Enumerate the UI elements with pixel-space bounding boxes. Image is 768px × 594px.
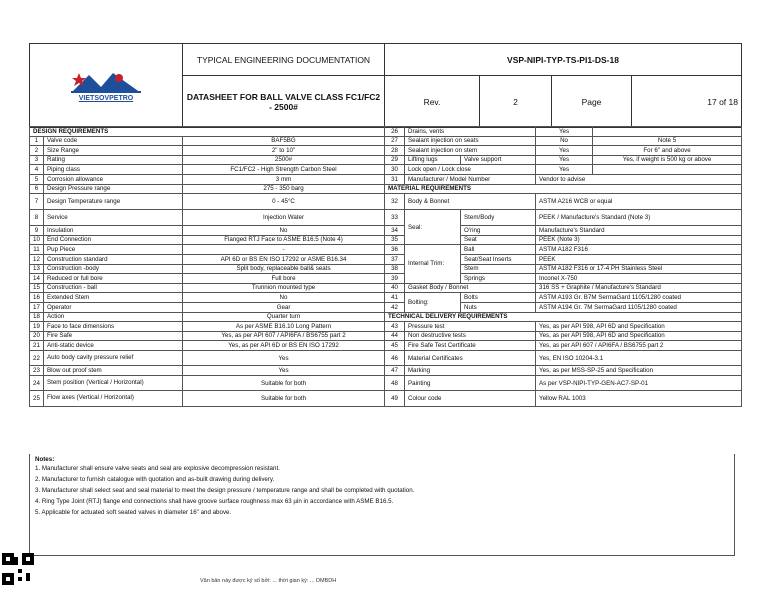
note-4: 4. Ring Type Joint (RTJ) flange end connections shall have groove surface roughness max 63 µin in accordance with ASME B16.5. [35,498,394,505]
row-value: 2500# [183,155,385,165]
table-row [30,283,742,293]
row-label: Sealant injection on stem [405,146,536,156]
row-number: 13 [30,264,44,274]
row-value: As per ASME B16.10 Long Pattern [183,322,385,332]
row-number: 34 [385,226,405,236]
row-label: Construction -body [44,264,183,274]
row-number: 28 [385,146,405,156]
table-row [30,350,742,366]
row-label: Manufacturer / Model Number [405,174,536,184]
row-number: 20 [30,331,44,341]
row-value: Inconel X-750 [536,274,742,284]
notes-block [29,454,735,556]
row-label: Material Certificates [405,350,536,366]
table-row [30,136,742,146]
row-number: 40 [385,283,405,293]
row-number: 49 [385,391,405,407]
row-number: 48 [385,375,405,391]
table-row [30,226,742,236]
row-number: 31 [385,174,405,184]
row-label: Piping class [44,165,183,175]
row-sublabel: O'ring [461,226,536,236]
row-value: Note 5 [593,136,742,146]
row-label: Body & Bonnet [405,194,536,210]
note-1: 1. Manufacturer shall ensure valve seats and seal are explosive decompression resistant. [35,465,280,472]
section-technical: TECHNICAL DELIVERY REQUIREMENTS [385,312,742,322]
company-logo [30,44,183,128]
row-value: 275 - 350 barg [183,184,385,194]
table-row [30,312,742,322]
row-number: 3 [30,155,44,165]
row-number: 26 [385,127,405,137]
row-number: 22 [30,350,44,366]
row-value [593,165,742,175]
row-value [593,127,742,137]
footer-signature: Văn bản này được ký số bởi: ... thời gian ký: ... DMBDH [200,578,337,584]
row-number: 4 [30,165,44,175]
row-label: Colour code [405,391,536,407]
row-value: Yes [536,127,593,137]
row-number: 21 [30,341,44,351]
row-number: 19 [30,322,44,332]
row-label: Painting [405,375,536,391]
row-value: BAF5BG [183,136,385,146]
group-bolting: Bolting: [405,293,461,312]
row-number: 17 [30,302,44,312]
table-row [30,184,742,194]
doc-type: TYPICAL ENGINEERING DOCUMENTATION [183,44,385,76]
row-number: 14 [30,274,44,284]
row-number: 45 [385,341,405,351]
row-label: Action [44,312,183,322]
row-label: Face to face dimensions [44,322,183,332]
row-value: ASTM A216 WCB or equal [536,194,742,210]
row-value: Yes [536,165,593,175]
table-row [30,174,742,184]
row-label: Auto body cavity pressure relief [44,350,183,366]
row-label: Reduced or full bore [44,274,183,284]
table-row [30,155,742,165]
row-number: 7 [30,194,44,210]
row-number: 6 [30,184,44,194]
row-value: API 6D or BS EN ISO 17292 or ASME B16.34 [183,254,385,264]
table-row [30,264,742,274]
row-label: Lifting lugs [405,155,461,165]
note-2: 2. Manufacturer to furnish catalogue with quotation and as-built drawing during delivery. [35,476,275,483]
row-number: 32 [385,194,405,210]
row-value: Split body, replaceable ball& seats [183,264,385,274]
row-number: 23 [30,366,44,376]
table-row [30,293,742,303]
row-value: As per VSP-NIPI-TYP-GEN-AC7-SP-01 [536,375,742,391]
row-number: 27 [385,136,405,146]
section-design: DESIGN REQUIREMENTS [30,127,385,137]
note-3: 3. Manufacturer shall select seat and seal material to meet the design pressure / temperature range and shall be completed with quotation. [35,487,415,494]
row-value: PEEK [536,254,742,264]
row-sublabel: Ball [461,245,536,255]
row-label: Construction standard [44,254,183,264]
row-label: Construction - ball [44,283,183,293]
row-number: 36 [385,245,405,255]
row-label: Anti-static device [44,341,183,351]
row-number: 35 [385,235,405,245]
row-value: Trunnion mounted type [183,283,385,293]
table-row [30,235,742,245]
row-value: Yes, EN ISO 10204-3.1 [536,350,742,366]
qr-code-icon [2,553,34,585]
row-value: ASTM A193 Gr. B7M SermaGard 1105/1280 coated [536,293,742,303]
row-label: Lock open / Lock close [405,165,536,175]
row-label: Insulation [44,226,183,236]
row-label: Fire Safe Test Certificate [405,341,536,351]
row-number: 8 [30,210,44,226]
row-value: Yes, as per API 607 / API6FA / BS6755 part 2 [183,331,385,341]
row-value: Yes [183,366,385,376]
group-seal: Seal: [405,210,461,245]
row-label: Corrosion allowance [44,174,183,184]
row-label: Extended Stem [44,293,183,303]
row-number: 41 [385,293,405,303]
row-label: Drains, vents [405,127,536,137]
row-label: Fire Safe [44,331,183,341]
row-value: Injection Water [183,210,385,226]
row-number: 24 [30,375,44,391]
row-number: 46 [385,350,405,366]
row-value: Yes, as per API 598, API 6D and Specification [536,322,742,332]
rev-label: Rev. [385,76,480,128]
doc-title: DATASHEET FOR BALL VALVE CLASS FC1/FC2 - 2500# [183,76,385,128]
table-row [30,341,742,351]
table-row [30,146,742,156]
row-number: 42 [385,302,405,312]
row-number: 38 [385,264,405,274]
row-value: FC1/FC2 - High Strength Carbon Steel [183,165,385,175]
vietsovpetro-emblem-icon [69,69,143,95]
row-label: Design Pressure range [44,184,183,194]
row-number: 10 [30,235,44,245]
row-number: 1 [30,136,44,146]
row-number: 2 [30,146,44,156]
row-label: Design Temperature range [44,194,183,210]
row-label: End Connection [44,235,183,245]
row-value: Yes, as per API 607 / API6FA / BS6755 part 2 [536,341,742,351]
section-material: MATERIAL REQUIREMENTS [385,184,742,194]
table-row [30,322,742,332]
row-label: Sealant injection on seats [405,136,536,146]
row-value: For 6" and above [593,146,742,156]
row-value: 3 mm [183,174,385,184]
row-number: 5 [30,174,44,184]
company-name: VIETSOVPETRO [78,95,134,102]
row-number: 25 [30,391,44,407]
row-number: 15 [30,283,44,293]
row-number: 9 [30,226,44,236]
row-value: Yes, as per API 598, API 6D and Specification [536,331,742,341]
table-row [30,194,742,210]
row-sublabel: Stem [461,264,536,274]
row-label: Pup Piece [44,245,183,255]
row-value: No [183,226,385,236]
row-number: 37 [385,254,405,264]
page-value: 17 of 18 [632,76,742,128]
row-value: Suitable for both [183,391,385,407]
row-label: Rating [44,155,183,165]
row-label: Valve support [461,155,536,165]
row-number: 11 [30,245,44,255]
row-value: - [183,245,385,255]
row-number: 18 [30,312,44,322]
table-row [30,127,742,137]
row-value: Gear [183,302,385,312]
row-label: Marking [405,366,536,376]
datasheet-table [29,126,742,407]
row-number: 16 [30,293,44,303]
page-label: Page [552,76,632,128]
row-value: Manufacture's Standard [536,226,742,236]
row-value: Yes [536,155,593,165]
row-sublabel: Springs [461,274,536,284]
row-label: Size Range [44,146,183,156]
table-row [30,366,742,376]
row-value: PEEK (Note 3) [536,235,742,245]
table-row [30,254,742,264]
row-number: 39 [385,274,405,284]
row-number: 29 [385,155,405,165]
row-value: Full bore [183,274,385,284]
row-sublabel: Seat [461,235,536,245]
table-row [30,274,742,284]
row-value: ASTM A194 Gr. 7M SermaGard 1105/1280 coated [536,302,742,312]
row-number: 44 [385,331,405,341]
group-internal-trim: Internal Trim: [405,245,461,283]
table-row [30,375,742,391]
row-value: Quarter turn [183,312,385,322]
row-value: Yes [183,350,385,366]
row-value: Yes, if weight is 500 kg or above [593,155,742,165]
row-value: No [183,293,385,303]
row-label: Service [44,210,183,226]
table-row [30,302,742,312]
notes-title: Notes: [35,456,55,463]
row-sublabel: Seat/Seat Inserts [461,254,536,264]
row-value: Flanged RTJ Face to ASME B16.5 (Note 4) [183,235,385,245]
rev-value: 2 [480,76,552,128]
row-value: Vendor to advise [536,174,742,184]
row-value: Yes, as per API 6D or BS EN ISO 17292 [183,341,385,351]
table-row [30,391,742,407]
table-row [30,210,742,226]
document-header [29,43,742,128]
doc-number: VSP-NIPI-TYP-TS-PI1-DS-18 [385,44,742,76]
row-value: ASTM A182 F316 [536,245,742,255]
row-sublabel: Bolts [461,293,536,303]
row-number: 33 [385,210,405,226]
row-value: Yes, as per MSS-SP-25 and Specification [536,366,742,376]
row-number: 47 [385,366,405,376]
row-value: No [536,136,593,146]
table-row [30,165,742,175]
row-sublabel: Stem/Body [461,210,536,226]
row-value: PEEK / Manufacture's Standard (Note 3) [536,210,742,226]
row-label: Blow out proof stem [44,366,183,376]
row-label: Operator [44,302,183,312]
note-5: 5. Applicable for actuated soft seated valves in diameter 16" and above. [35,509,232,516]
row-label: Pressure test [405,322,536,332]
row-number: 12 [30,254,44,264]
row-label: Valve code [44,136,183,146]
row-value: Yellow RAL 1003 [536,391,742,407]
row-number: 30 [385,165,405,175]
row-value: 316 SS + Graphite / Manufacture's Standard [536,283,742,293]
row-value: Yes [536,146,593,156]
row-label: Gasket Body / Bonnet [405,283,536,293]
row-number: 43 [385,322,405,332]
row-label: Non destructive tests [405,331,536,341]
row-label: Flow axes (Vertical / Horizontal) [44,391,183,407]
table-row [30,331,742,341]
row-value: ASTM A182 F316 or 17-4 PH Stainless Steel [536,264,742,274]
row-value: 0 - 45°C [183,194,385,210]
table-row [30,245,742,255]
row-value: Suitable for both [183,375,385,391]
row-sublabel: Nuts [461,302,536,312]
row-value: 2" to 10" [183,146,385,156]
row-label: Stem position (Vertical / Horizontal) [44,375,183,391]
